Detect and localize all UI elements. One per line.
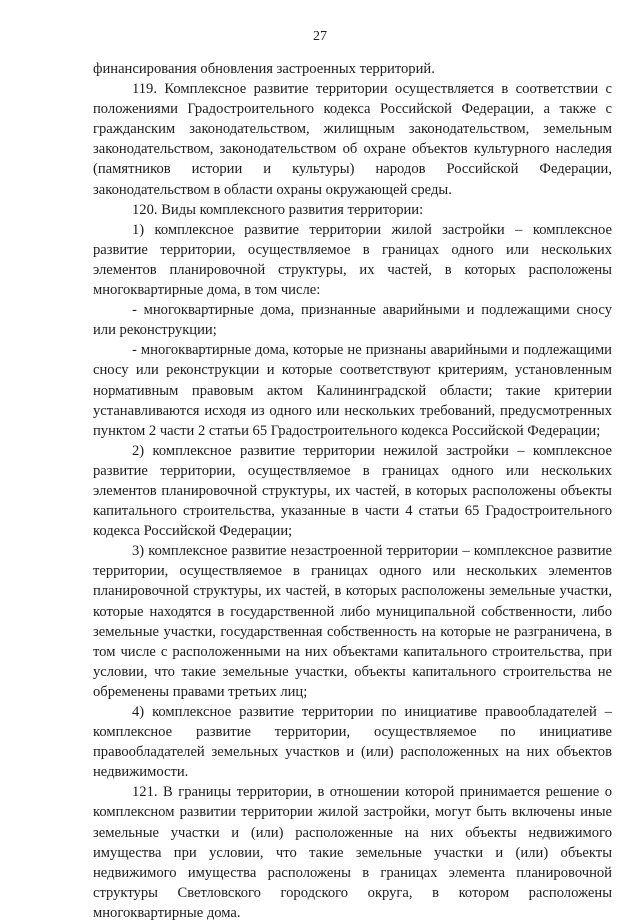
paragraph-continuation: финансирования обновления застроенных территорий. bbox=[93, 61, 435, 77]
document-body bbox=[93, 59, 612, 923]
page-number: 27 bbox=[313, 29, 327, 44]
paragraph-120: 120. Виды комплексного развития территории: bbox=[132, 201, 424, 218]
paragraph-119: 119. Комплексное развитие территории осуществляется в соответствии с положениями Градостроительного кодекса Российской Федерации, а также с гражданским законодательством, жилищным законодательством, земельным законодательством, законодательством об охране объектов культурного наследия (памятников истории и культуры) народов Российской Федерации, законодательством в области охраны окружающей среды. bbox=[93, 81, 612, 198]
paragraph-121: 121. В границы территории, в отношении которой принимается решение о комплексном развитии территории жилой застройки, могут быть включены иные земельные участки и (или) расположенные на них объекты недвижимого имущества при условии, что такие земельные участки и (или) объекты недвижимого имущества расположены в границах элемента планировочной структуры Светловского городского округа, в котором расположены многоквартирные дома. bbox=[93, 784, 612, 921]
paragraph-120-item-1: 1) комплексное развитие территории жилой застройки – комплексное развитие территории, осуществляемое в границах одного или нескольких элементов планировочной структуры, их частей, в которых расположены многоквартирные дома, в том числе: bbox=[93, 221, 612, 299]
paragraph-120-item-1-sub-1: - многоквартирные дома, признанные аварийными и подлежащими сносу или реконструкции; bbox=[93, 302, 612, 339]
paragraph-120-item-1-sub-2: - многоквартирные дома, которые не признаны аварийными и подлежащими сносу или реконструкции и которые соответствуют критериям, установленным нормативным правовым актом Калининградской области; такие критерии устанавливаются исходя из одного или нескольких требований, предусмотренных пунктом 2 части 2 статьи 65 Градостроительного кодекса Российской Федерации; bbox=[93, 342, 612, 439]
paragraph-120-item-3: 3) комплексное развитие незастроенной территории – комплексное развитие территории, осуществляемое в границах одного или нескольких элементов планировочной структуры, их частей, в которых расположены земельные участки, которые находятся в государственной либо муниципальной собственности, либо земельные участки, государственная собственность на которые не разграничена, в том числе с расположенными на них объектами капитального строительства, при условии, что такие земельные участки, объекты капитального строительства не обременены правами третьих лиц; bbox=[93, 543, 612, 700]
paragraph-120-item-4: 4) комплексное развитие территории по инициативе правообладателей – комплексное развитие территории, осуществляемое по инициативе правообладателей земельных участков и (или) расположенных на них объектов недвижимости. bbox=[93, 704, 612, 781]
paragraph-120-item-2: 2) комплексное развитие территории нежилой застройки – комплексное развитие территории, осуществляемое в границах одного или нескольких элементов планировочной структуры, их частей, в которых расположены объекты капитального строительства, указанные в части 4 статьи 65 Градостроительного кодекса Российской Федерации; bbox=[93, 442, 612, 540]
